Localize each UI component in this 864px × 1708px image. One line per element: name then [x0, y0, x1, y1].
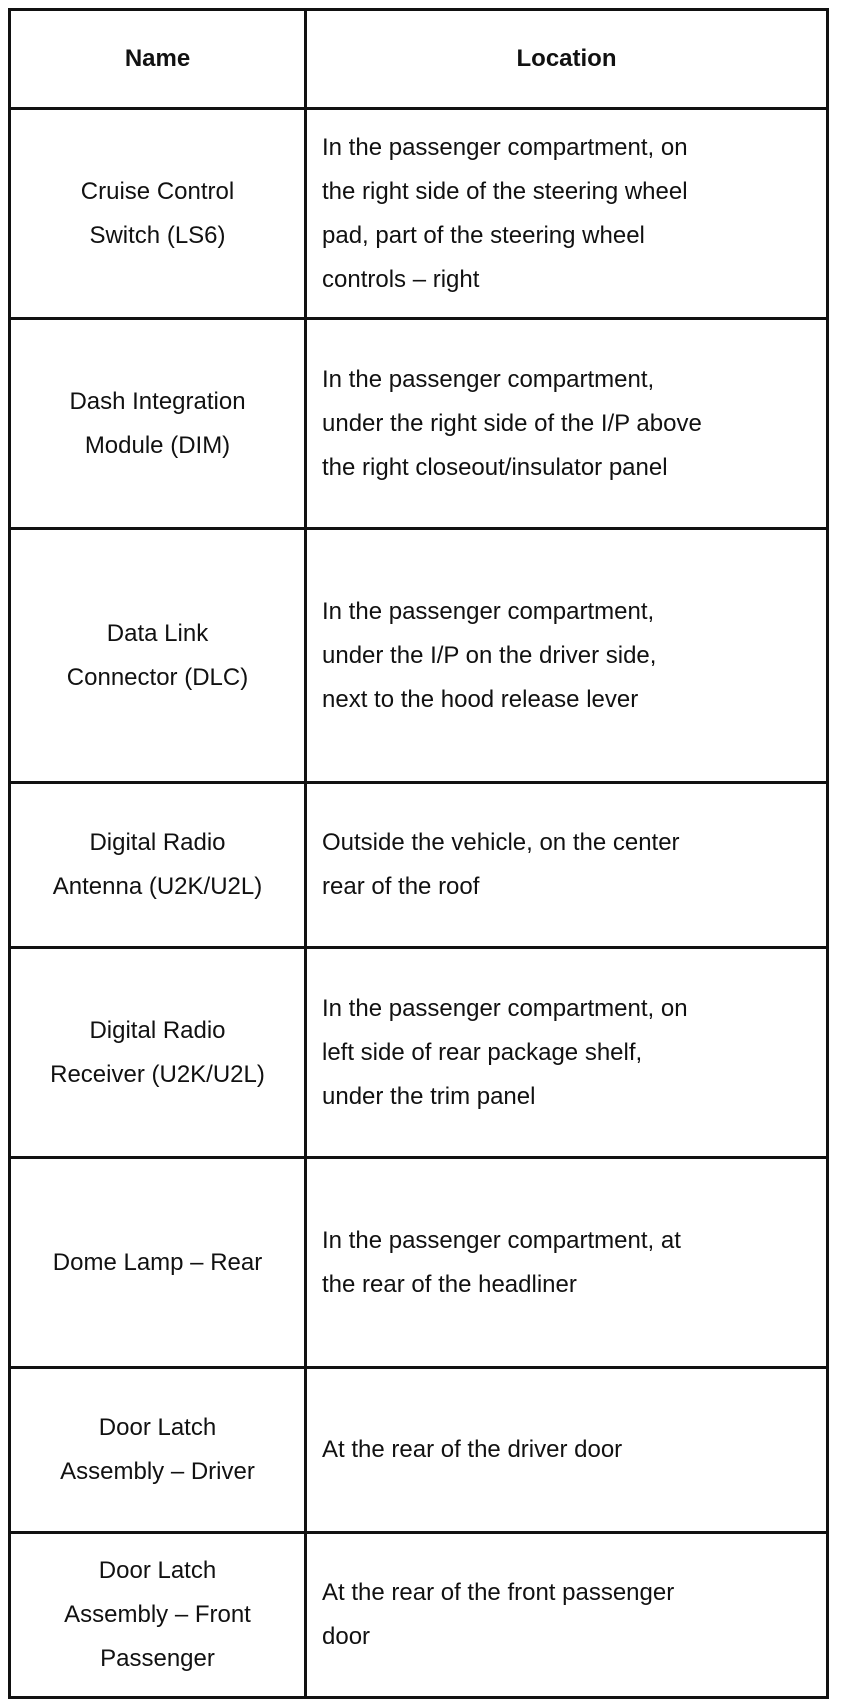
- location-cell: [306, 319, 828, 529]
- component-location: Outside the vehicle, on the center rear of the roof: [322, 829, 680, 900]
- name-cell: [10, 1158, 306, 1368]
- component-name: Digital Radio Antenna (U2K/U2L): [52, 829, 263, 900]
- component-name: Door Latch Assembly – Front Passenger: [64, 1557, 251, 1672]
- component-name: Dome Lamp – Rear: [52, 1248, 263, 1276]
- component-location: At the rear of the driver door: [322, 1436, 623, 1463]
- name-cell: [10, 1533, 306, 1698]
- name-cell: [10, 1368, 306, 1533]
- table-row: [10, 1368, 828, 1533]
- location-cell: [306, 1158, 828, 1368]
- name-cell: [10, 319, 306, 529]
- table-row: [10, 948, 828, 1158]
- header-row: [10, 10, 828, 109]
- component-name: Digital Radio Receiver (U2K/U2L): [50, 1016, 265, 1088]
- name-cell: [10, 948, 306, 1158]
- table-row: [10, 319, 828, 529]
- location-cell: [306, 948, 828, 1158]
- component-location: In the passenger compartment, at the rear of the headliner: [322, 1226, 681, 1298]
- location-cell: [306, 1368, 828, 1533]
- component-location-table: [8, 8, 829, 1699]
- component-location: At the rear of the front passenger door: [322, 1579, 675, 1650]
- table-row: [10, 1533, 828, 1698]
- location-cell: [306, 109, 828, 319]
- component-name: Cruise Control Switch (LS6): [80, 177, 235, 249]
- component-location: In the passenger compartment, under the I/P on the driver side, next to the hood release lever: [322, 597, 657, 713]
- table-row: [10, 1158, 828, 1368]
- name-cell: [10, 109, 306, 319]
- component-location: In the passenger compartment, on left side of rear package shelf, under the trim panel: [322, 994, 688, 1110]
- header-name: Name: [10, 10, 306, 109]
- location-cell: [306, 1533, 828, 1698]
- location-cell: [306, 529, 828, 783]
- component-location: In the passenger compartment, under the right side of the I/P above the right closeout/insulator panel: [322, 365, 702, 481]
- location-cell: [306, 783, 828, 948]
- name-cell: [10, 529, 306, 783]
- table-row: [10, 783, 828, 948]
- table-row: [10, 529, 828, 783]
- component-name: Dash Integration Module (DIM): [69, 387, 246, 459]
- component-name: Door Latch Assembly – Driver: [60, 1414, 255, 1485]
- header-location: Location: [306, 10, 828, 109]
- table-row: [10, 109, 828, 319]
- component-name: Data Link Connector (DLC): [66, 619, 249, 691]
- component-location: In the passenger compartment, on the right side of the steering wheel pad, part of the steering wheel controls – right: [322, 133, 688, 293]
- name-cell: [10, 783, 306, 948]
